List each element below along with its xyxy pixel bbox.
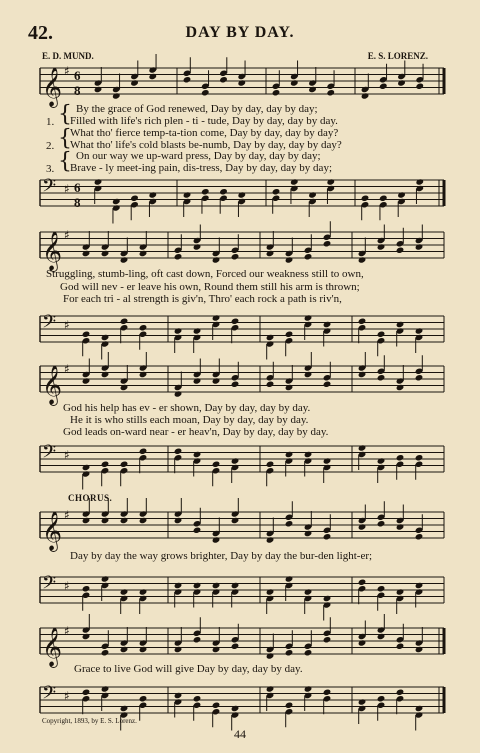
note-head <box>415 533 424 540</box>
note-head <box>323 240 332 247</box>
note-head <box>183 76 192 83</box>
note-head <box>415 454 424 461</box>
note-head <box>266 685 275 692</box>
note-head <box>323 595 332 602</box>
note-head <box>415 83 424 90</box>
system-4-treble-staff <box>0 508 480 552</box>
note-head <box>193 451 202 458</box>
note-head <box>82 331 91 338</box>
note-head <box>237 191 246 198</box>
note-head <box>82 464 91 471</box>
note-head <box>174 517 183 524</box>
note-head <box>285 702 294 709</box>
note-head <box>358 579 367 586</box>
note-head <box>323 457 332 464</box>
note-head <box>266 652 275 659</box>
note-head <box>139 371 148 378</box>
note-head <box>212 646 221 653</box>
note-head <box>304 371 313 378</box>
note-head <box>358 639 367 646</box>
hymn-title: DAY BY DAY. <box>185 24 295 41</box>
system-1-bass-staff <box>0 176 480 220</box>
verse-number-2: 2. <box>46 140 55 152</box>
note-head <box>231 253 240 260</box>
verse-2-brace: { <box>58 126 72 151</box>
sharp-icon: ♯ <box>64 448 70 462</box>
note-head <box>101 461 110 468</box>
note-head <box>304 451 313 458</box>
note-head <box>415 582 424 589</box>
sharp-icon: ♯ <box>64 508 70 522</box>
note-head <box>120 705 129 712</box>
sharp-icon: ♯ <box>64 228 70 242</box>
note-head <box>358 698 367 705</box>
note-head <box>377 585 386 592</box>
time-signature-bottom: 8 <box>74 83 81 98</box>
sharp-icon: ♯ <box>64 579 70 593</box>
note-head <box>358 444 367 451</box>
bass-clef-icon: 𝄢 <box>42 442 57 467</box>
note-head <box>101 334 110 341</box>
note-head <box>139 250 148 257</box>
note-head <box>148 191 157 198</box>
note-head <box>358 256 367 263</box>
note-head <box>139 448 148 455</box>
lyric-line: Brave - ly meet-ing pain, dis-tress, Day by day, day by day; <box>70 162 332 174</box>
note-head <box>285 575 294 582</box>
note-head <box>174 646 183 653</box>
hymn-number: 42. <box>28 22 53 44</box>
note-head <box>361 92 370 99</box>
note-head <box>139 324 148 331</box>
note-head <box>290 178 299 185</box>
bass-clef-icon: 𝄢 <box>42 683 57 708</box>
time-signature-top: 6 <box>74 180 81 195</box>
lyric-line: By the grace of God renewed, Day by day, day by day; <box>76 103 318 115</box>
lyric-line: On our way we up-ward press, Day by day, day by day; <box>76 150 321 162</box>
note-head <box>361 195 370 202</box>
note-head <box>120 588 129 595</box>
lyric-line: What tho' life's cold blasts be-numb, Day by day, day by day? <box>70 139 342 151</box>
lyric-line: Day by day the way grows brighter, Day by day the bur-den light-er; <box>70 550 373 562</box>
note-head <box>174 390 183 397</box>
lyric-line: He it is who stills each moan, Day by day, day by day. <box>70 414 309 426</box>
lyric-line: Struggling, stumb-ling, oft cast down, Forced our weakness still to own, <box>46 268 364 280</box>
note-head <box>94 86 103 93</box>
note-head <box>101 685 110 692</box>
note-head <box>174 692 183 699</box>
note-head <box>231 705 240 712</box>
note-head <box>212 314 221 321</box>
note-head <box>112 92 121 99</box>
note-head <box>323 381 332 388</box>
note-head <box>193 377 202 384</box>
system-4-bass-staff <box>0 573 480 617</box>
note-head <box>396 643 405 650</box>
note-head <box>139 588 148 595</box>
note-head <box>266 536 275 543</box>
note-head <box>219 188 228 195</box>
note-head <box>396 588 405 595</box>
note-head <box>237 79 246 86</box>
note-head <box>193 527 202 534</box>
note-head <box>266 381 275 388</box>
note-head <box>231 318 240 325</box>
sharp-icon: ♯ <box>64 362 70 376</box>
note-head <box>82 585 91 592</box>
note-head <box>304 685 313 692</box>
note-head <box>231 517 240 524</box>
lyric-line: God leads on-ward near - er heav'n, Day by day, day by day. <box>63 426 329 438</box>
note-head <box>415 243 424 250</box>
lyric-line: Grace to live God will give Day by day, day by day. <box>74 663 303 675</box>
note-head <box>94 178 103 185</box>
sharp-icon: ♯ <box>64 624 70 638</box>
chorus-label: CHORUS. <box>68 493 113 503</box>
note-head <box>396 247 405 254</box>
treble-clef-icon: 𝄞 <box>42 231 63 271</box>
composer-credit: E. S. LORENZ. <box>367 51 428 61</box>
note-head <box>377 374 386 381</box>
verse-number-1: 1. <box>46 116 55 128</box>
lyric-line: Filled with life's rich plen - ti - tude, Day by day, day by day. <box>70 115 338 127</box>
note-head <box>212 536 221 543</box>
note-head <box>212 461 221 468</box>
note-head <box>272 89 281 96</box>
note-head <box>231 582 240 589</box>
note-head <box>101 575 110 582</box>
bass-clef-icon: 𝄢 <box>42 176 57 201</box>
note-head <box>193 695 202 702</box>
note-head <box>323 533 332 540</box>
sharp-icon: ♯ <box>64 182 70 196</box>
lyric-line: God his help has ev - er shown, Day by day, day by day. <box>63 402 311 414</box>
note-head <box>326 178 335 185</box>
note-head <box>212 582 221 589</box>
note-head <box>285 384 294 391</box>
note-head <box>396 689 405 696</box>
note-head <box>396 523 405 530</box>
note-head <box>193 243 202 250</box>
page-number: 44 <box>234 727 246 741</box>
note-head <box>112 198 121 205</box>
note-head <box>377 243 386 250</box>
note-head <box>415 374 424 381</box>
note-head <box>101 517 110 524</box>
copyright-notice: Copyright, 1893, by E. S. Lorenz. <box>42 717 137 725</box>
note-head <box>272 188 281 195</box>
note-head <box>212 377 221 384</box>
note-head <box>101 649 110 656</box>
note-head <box>139 695 148 702</box>
system-2-bass-staff <box>0 312 480 356</box>
note-head <box>396 454 405 461</box>
note-head <box>377 633 386 640</box>
lyricist-credit: E. D. MUND. <box>42 51 94 61</box>
sharp-icon: ♯ <box>64 689 70 703</box>
note-head <box>415 327 424 334</box>
note-head <box>396 321 405 328</box>
note-head <box>101 250 110 257</box>
note-head <box>304 314 313 321</box>
note-head <box>358 371 367 378</box>
note-head <box>82 517 91 524</box>
system-2-treble-staff <box>0 228 480 272</box>
verse-number-3: 3. <box>46 163 55 175</box>
note-head <box>379 195 388 202</box>
note-head <box>174 448 183 455</box>
note-head <box>183 191 192 198</box>
note-head <box>396 384 405 391</box>
note-head <box>266 588 275 595</box>
treble-clef-icon: 𝄞 <box>42 511 63 551</box>
note-head <box>174 582 183 589</box>
system-3-treble-staff <box>0 362 480 406</box>
note-head <box>193 327 202 334</box>
note-head <box>120 256 129 263</box>
verse-3-brace: { <box>58 149 72 174</box>
note-head <box>377 457 386 464</box>
note-head <box>285 520 294 527</box>
bass-clef-icon: 𝄢 <box>42 573 57 598</box>
note-head <box>266 334 275 341</box>
note-head <box>266 250 275 257</box>
note-head <box>308 191 317 198</box>
note-head <box>82 377 91 384</box>
note-head <box>308 86 317 93</box>
lyric-line: For each tri - al strength is giv'n, Thro' each rock a path is riv'n, <box>63 293 342 305</box>
note-head <box>139 646 148 653</box>
note-head <box>174 253 183 260</box>
note-head <box>82 250 91 257</box>
verse-1-brace: { <box>58 102 72 127</box>
note-head <box>101 371 110 378</box>
note-head <box>82 633 91 640</box>
note-head <box>415 705 424 712</box>
note-head <box>285 649 294 656</box>
treble-clef-icon: 𝄞 <box>42 365 63 405</box>
note-head <box>285 451 294 458</box>
note-head <box>377 520 386 527</box>
bass-clef-icon: 𝄢 <box>42 312 57 337</box>
note-head <box>304 253 313 260</box>
note-head <box>415 178 424 185</box>
time-signature-bottom: 8 <box>74 195 81 210</box>
note-head <box>304 588 313 595</box>
note-head <box>231 457 240 464</box>
lyric-line: What tho' fierce temp-ta-tion come, Day by day, day by day? <box>70 127 339 139</box>
note-head <box>120 318 129 325</box>
system-1-treble-staff <box>0 64 480 108</box>
note-head <box>304 530 313 537</box>
note-head <box>323 321 332 328</box>
note-head <box>231 381 240 388</box>
note-head <box>82 689 91 696</box>
note-head <box>304 649 313 656</box>
note-head <box>120 646 129 653</box>
note-head <box>193 582 202 589</box>
note-head <box>231 643 240 650</box>
treble-clef-icon: 𝄞 <box>42 67 63 107</box>
note-head <box>193 636 202 643</box>
note-head <box>139 517 148 524</box>
note-head <box>266 461 275 468</box>
note-head <box>290 79 299 86</box>
note-head <box>377 331 386 338</box>
note-head <box>326 89 335 96</box>
note-head <box>323 636 332 643</box>
sharp-icon: ♯ <box>64 64 70 78</box>
sharp-icon: ♯ <box>64 318 70 332</box>
note-head <box>120 517 129 524</box>
note-head <box>174 327 183 334</box>
note-head <box>130 195 139 202</box>
note-head <box>323 689 332 696</box>
note-head <box>201 188 210 195</box>
lyric-line: God will nev - er leave his own, Round them still his arm is thrown; <box>60 281 360 293</box>
note-head <box>120 461 129 468</box>
note-head <box>379 83 388 90</box>
note-head <box>415 646 424 653</box>
note-head <box>285 331 294 338</box>
note-head <box>358 523 367 530</box>
time-signature-top: 6 <box>74 68 81 83</box>
note-head <box>219 76 228 83</box>
system-3-bass-staff <box>0 442 480 486</box>
note-head <box>397 191 406 198</box>
note-head <box>120 384 129 391</box>
treble-clef-icon: 𝄞 <box>42 627 63 667</box>
note-head <box>148 73 157 80</box>
system-5-treble-staff <box>0 624 480 668</box>
note-head <box>397 79 406 86</box>
note-head <box>212 702 221 709</box>
note-head <box>201 89 210 96</box>
note-head <box>285 256 294 263</box>
note-head <box>377 695 386 702</box>
note-head <box>130 79 139 86</box>
note-head <box>212 256 221 263</box>
note-head <box>358 318 367 325</box>
